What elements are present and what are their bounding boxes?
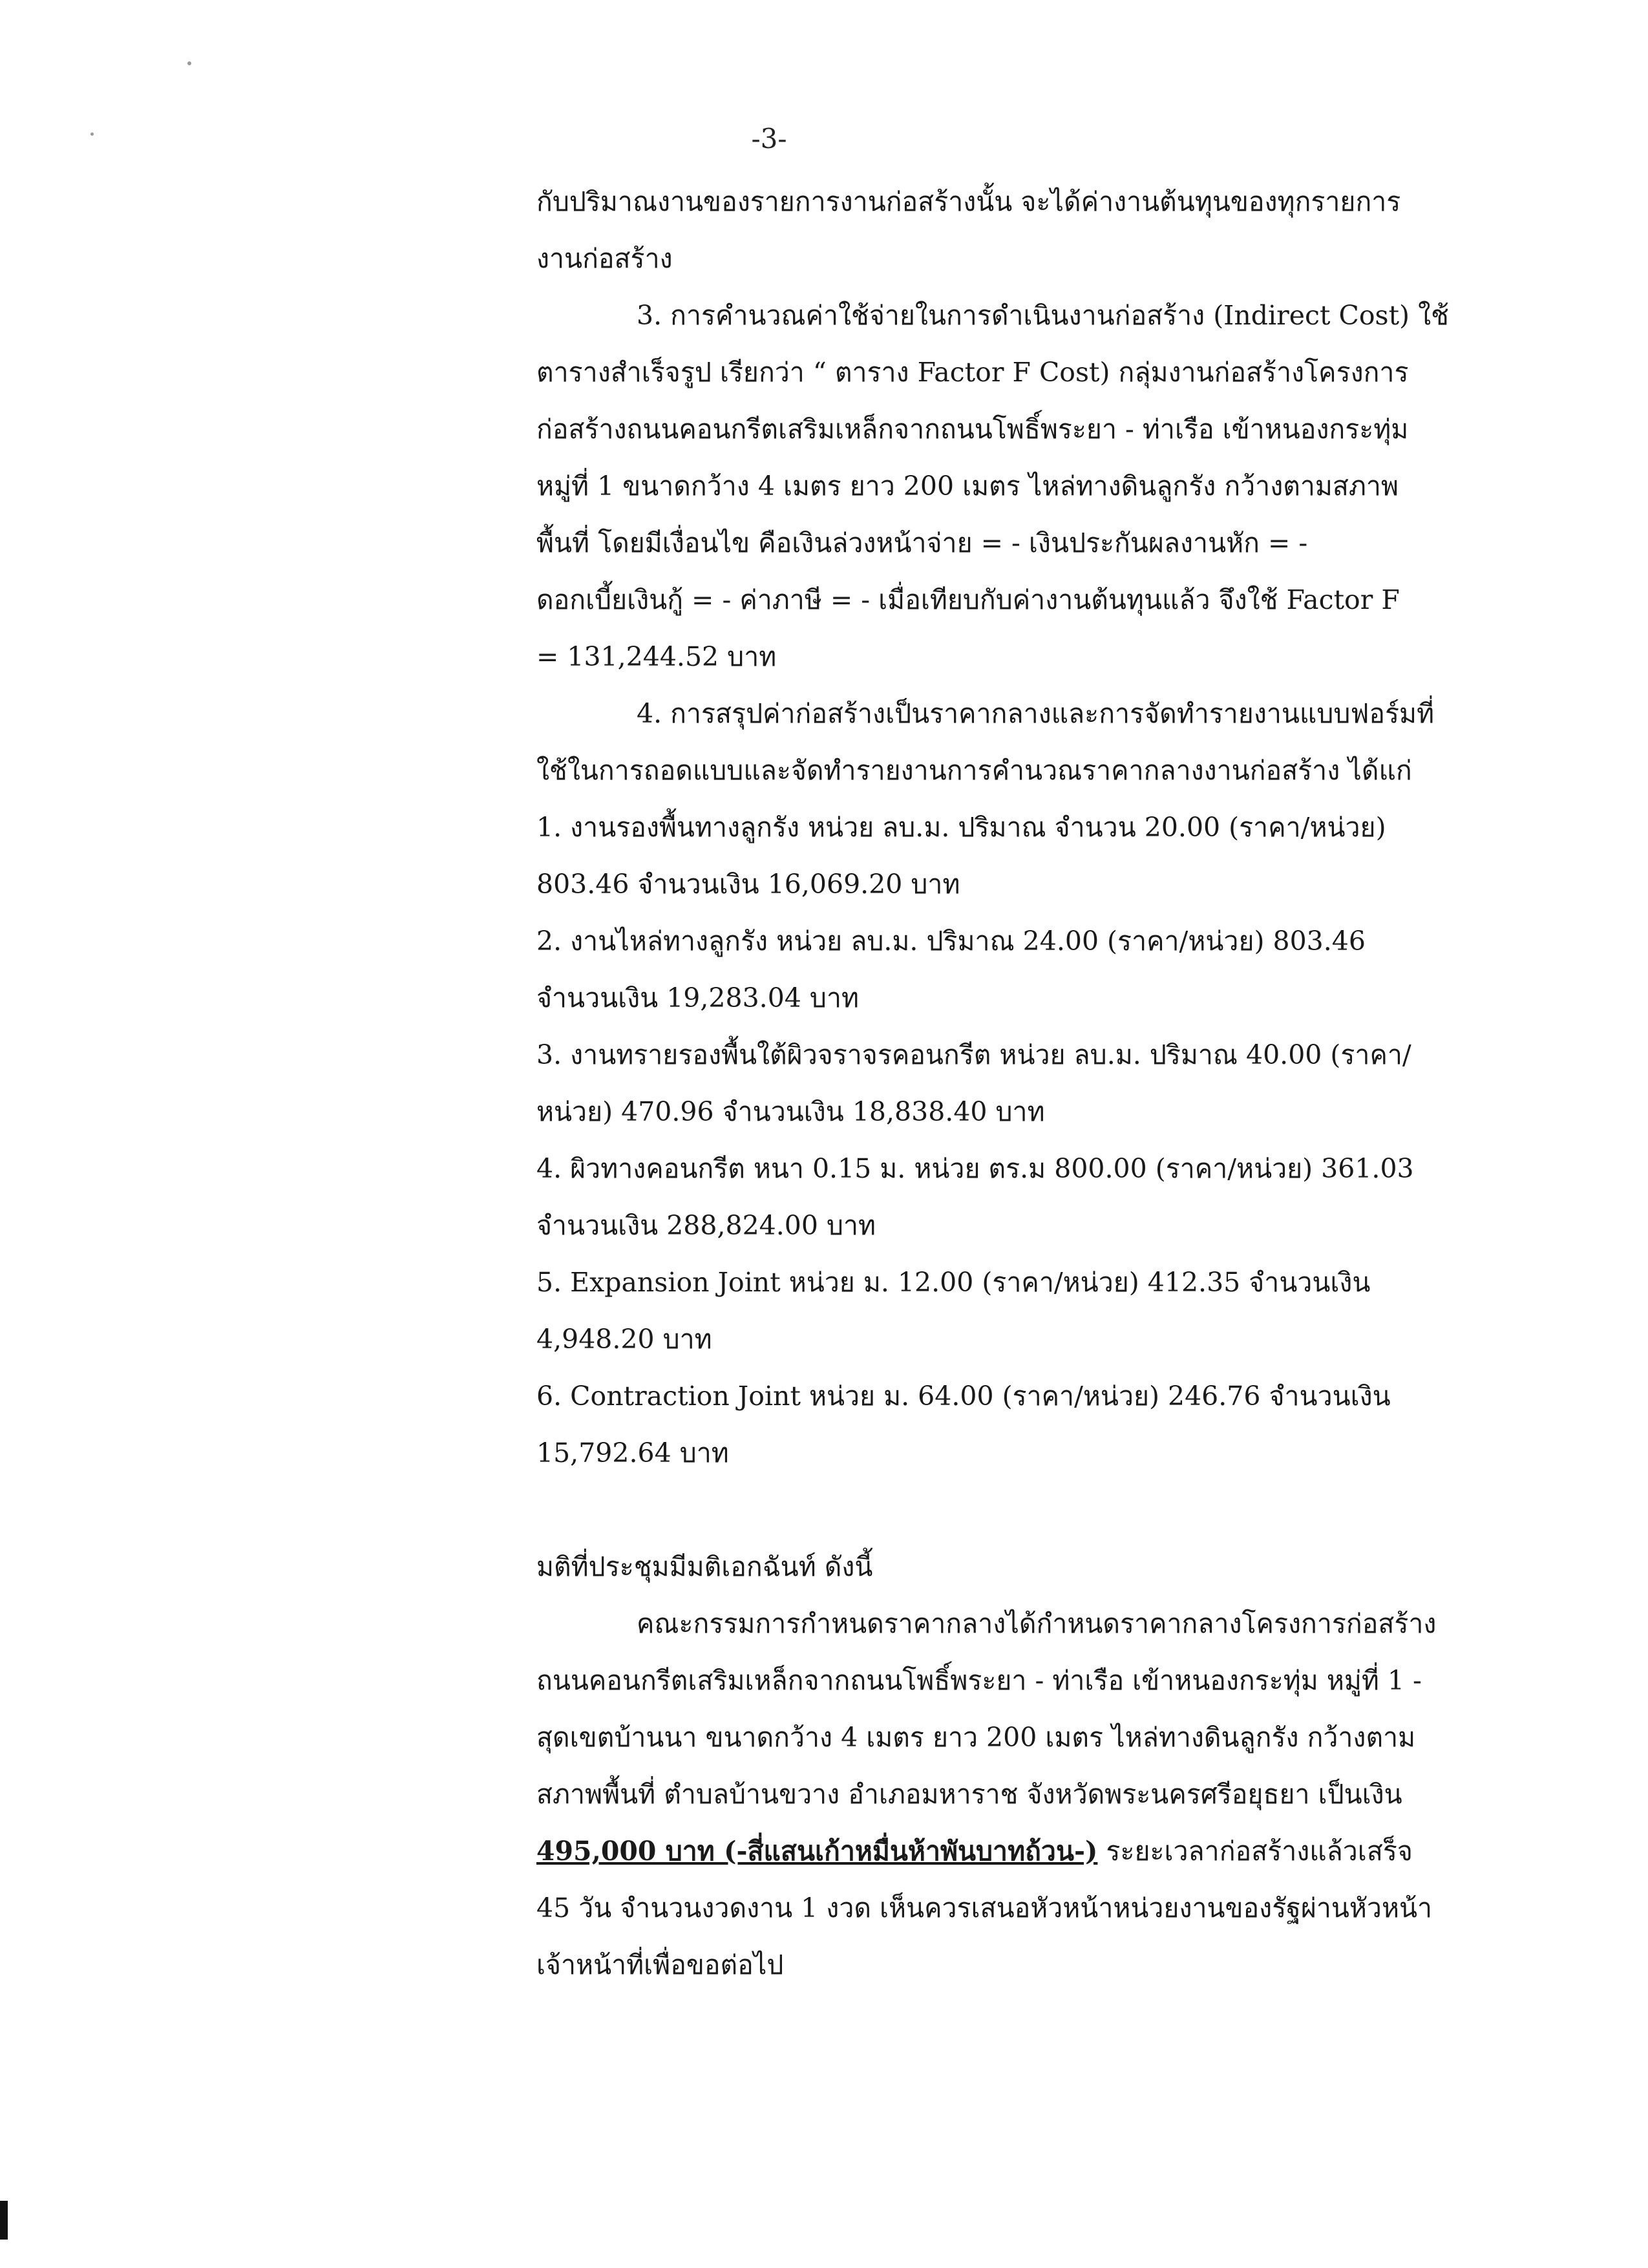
text-line: ตารางสำเร็จรูป เรียกว่า “ ตาราง Factor F Cost) กลุ่มงานก่อสร้างโครงการ [536, 357, 1409, 388]
resolution-heading: มติที่ประชุมมีมติเอกฉันท์ ดังนี้ [536, 1551, 873, 1582]
text-line: กับปริมาณงานของรายการงานก่อสร้างนั้น จะได้ค่างานต้นทุนของทุกรายการ [536, 186, 1401, 217]
text-line: ใช้ในการถอดแบบและจัดทำรายงานการคำนวณราคากลางงานก่อสร้าง ได้แก่ [536, 755, 1412, 786]
text-line: 4. ผิวทางคอนกรีต หนา 0.15 ม. หน่วย ตร.ม 800.00 (ราคา/หน่วย) 361.03 [536, 1153, 1414, 1184]
text-span: ระยะเวลาก่อสร้างแล้วเสร็จ [1097, 1836, 1413, 1867]
scan-speck [90, 132, 94, 136]
text-line: พื้นที่ โดยมีเงื่อนไข คือเงินล่วงหน้าจ่าย = - เงินประกันผลงานหัก = - [536, 527, 1308, 558]
text-line: ดอกเบี้ยเงินกู้ = - ค่าภาษี = - เมื่อเทียบกับค่างานต้นทุนแล้ว จึงใช้ Factor F [536, 584, 1400, 615]
text-line: เจ้าหน้าที่เพื่อขอต่อไป [536, 1949, 784, 1980]
text-line: 3. งานทรายรองพื้นใต้ผิวจราจรคอนกรีต หน่วย ลบ.ม. ปริมาณ 40.00 (ราคา/ [536, 1039, 1411, 1070]
paragraph-gap [536, 1481, 1448, 1538]
text-line: คณะกรรมการกำหนดราคากลางได้กำหนดราคากลางโครงการก่อสร้าง [637, 1608, 1437, 1639]
text-line: จำนวนเงิน 288,824.00 บาท [536, 1210, 876, 1241]
text-line [536, 1823, 1448, 1880]
text-line: 4,948.20 บาท [536, 1324, 712, 1355]
text-line: 15,792.64 บาท [536, 1437, 729, 1468]
page-number: -3- [751, 123, 787, 154]
text-line: งานก่อสร้าง [536, 243, 673, 274]
text-line: 3. การคำนวณค่าใช้จ่ายในการดำเนินงานก่อสร้าง (Indirect Cost) ใช้ [637, 300, 1449, 331]
text-line: 1. งานรองพื้นทางลูกรัง หน่วย ลบ.ม. ปริมาณ จำนวน 20.00 (ราคา/หน่วย) [536, 812, 1386, 843]
text-line: 6. Contraction Joint หน่วย ม. 64.00 (ราคา/หน่วย) 246.76 จำนวนเงิน [536, 1381, 1391, 1412]
text-line: ก่อสร้างถนนคอนกรีตเสริมเหล็กจากถนนโพธิ์พระยา - ท่าเรือ เข้าหนองกระทุ่ม [536, 414, 1409, 445]
text-line: หน่วย) 470.96 จำนวนเงิน 18,838.40 บาท [536, 1096, 1045, 1127]
scan-speck [187, 61, 191, 65]
text-line: จำนวนเงิน 19,283.04 บาท [536, 982, 859, 1013]
text-line: 803.46 จำนวนเงิน 16,069.20 บาท [536, 869, 960, 900]
text-line: 2. งานไหล่ทางลูกรัง หน่วย ลบ.ม. ปริมาณ 24.00 (ราคา/หน่วย) 803.46 [536, 926, 1366, 957]
text-line: สุดเขตบ้านนา ขนาดกว้าง 4 เมตร ยาว 200 เมตร ไหล่ทางดินลูกรัง กว้างตาม [536, 1722, 1416, 1753]
scan-edge-mark [0, 2201, 8, 2240]
text-line: = 131,244.52 บาท [536, 641, 777, 672]
text-line: 45 วัน จำนวนงวดงาน 1 งวด เห็นควรเสนอหัวหน้าหน่วยงานของรัฐผ่านหัวหน้า [536, 1892, 1433, 1924]
document-body [536, 173, 1448, 1993]
text-line: หมู่ที่ 1 ขนาดกว้าง 4 เมตร ยาว 200 เมตร ไหล่ทางดินลูกรัง กว้างตามสภาพ [536, 471, 1399, 502]
text-line: 5. Expansion Joint หน่วย ม. 12.00 (ราคา/หน่วย) 412.35 จำนวนเงิน [536, 1267, 1371, 1298]
total-amount: 495,000 บาท (-สี่แสนเก้าหมื่นห้าพันบาทถ้วน-) [536, 1836, 1098, 1867]
text-line: ถนนคอนกรีตเสริมเหล็กจากถนนโพธิ์พระยา - ท่าเรือ เข้าหนองกระทุ่ม หมู่ที่ 1 - [536, 1665, 1422, 1696]
text-line: สภาพพื้นที่ ตำบลบ้านขวาง อำเภอมหาราช จังหวัดพระนครศรีอยุธยา เป็นเงิน [536, 1779, 1402, 1810]
text-line: 4. การสรุปค่าก่อสร้างเป็นราคากลางและการจัดทำรายงานแบบฟอร์มที่ [637, 698, 1435, 729]
